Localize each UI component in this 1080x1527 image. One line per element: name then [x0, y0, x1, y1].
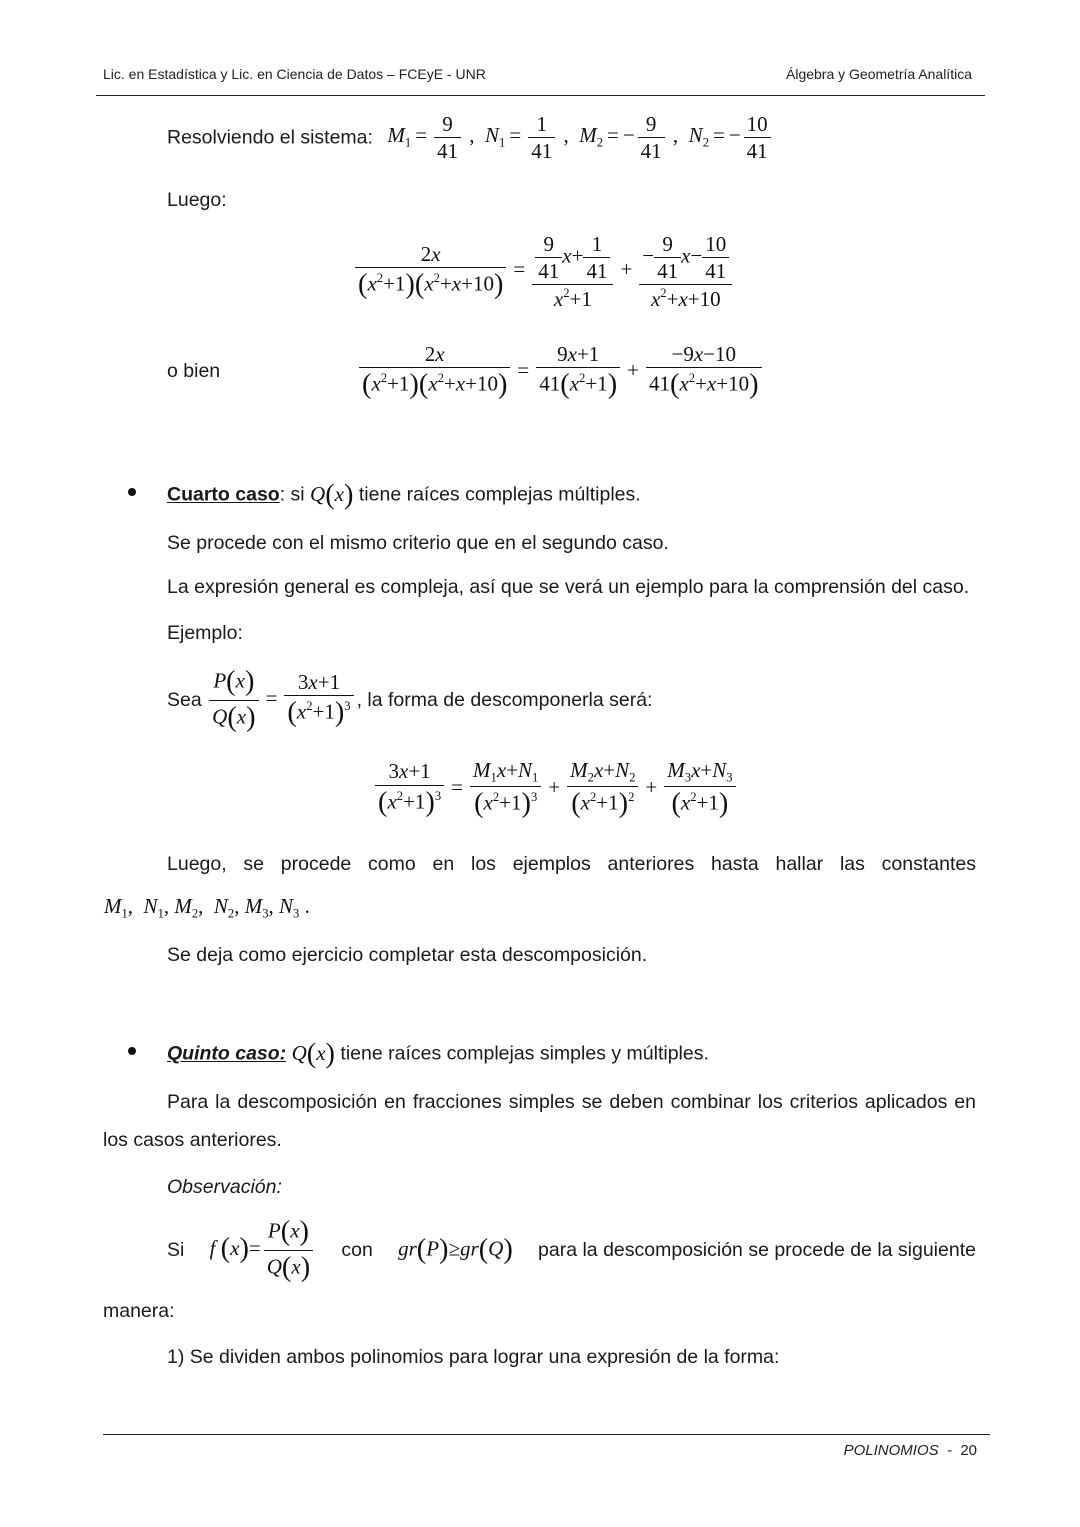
para-text-line1: Para la descomposición en fracciones simples se deben combinar los criterios aplicados en: [167, 1091, 976, 1113]
sea-label: Sea: [167, 689, 202, 712]
bullet-cuarto: [128, 488, 136, 496]
constants-list: $M_1$, $N_1$, $M_2$, $N_2$, $M_3$, $N_3$ .: [104, 894, 310, 921]
ejercicio-text: Se deja como ejercicio completar esta descomposición.: [167, 944, 648, 966]
cuarto-caso-line: [167, 479, 641, 511]
quinto-caso-line: [167, 1038, 709, 1070]
luego-label: Luego:: [167, 189, 227, 211]
resolviendo-label: Resolviendo el sistema:: [167, 126, 373, 149]
bullet-quinto: [128, 1047, 136, 1055]
system-solution-line: [167, 112, 774, 163]
header-right: Álgebra y Geometría Analítica: [786, 66, 972, 82]
decomposition-example: $\frac{3x+1}{(x^2+1)^3}$ = $\frac{M_1x+N_1}{(x^2+1)^3}$ + $\frac{M_2x+N_2}{(x^2+1)^2}$ + $\frac{M_3x+N_3}{(x^2+1)}$: [372, 758, 739, 820]
system-solution-formula: $M_1$ = $\frac{9}{41}$ , $N_1$ = $\frac{1}{41}$ , $M_2$ = − $\frac{9}{41}$ , $N_2$ = − $\frac{10}{41}$: [387, 123, 773, 147]
footer: [844, 1442, 977, 1459]
luego-procede-text: Luego, se procede como en los ejemplos anteriores hasta hallar las constantes: [167, 853, 976, 875]
cuarto-caso-rest: tiene raíces complejas múltiples.: [358, 483, 641, 506]
con-label: con: [341, 1238, 373, 1261]
q-of-x: Q(x): [310, 479, 354, 510]
manera-text: manera:: [103, 1300, 175, 1322]
cuarto-caso-title: Cuarto caso: [167, 483, 280, 506]
quinto-caso-rest: tiene raíces complejas simples y múltiples.: [340, 1042, 709, 1065]
forma-text: , la forma de descomponerla será:: [356, 689, 653, 712]
decomposition-equation-2: $\frac{2x}{(x^2+1)(x^2+x+10)}$ = $\frac{9x+1}{41(x^2+1)}$ + $\frac{-9x-10}{41(x^2+x+10)}$: [356, 342, 765, 402]
procede-text: Se procede con el mismo criterio que en el segundo caso.: [167, 532, 669, 554]
q-of-x-2: Q(x): [291, 1038, 335, 1069]
footer-section: POLINOMIOS: [843, 1442, 939, 1459]
observacion-label: Observación:: [167, 1176, 282, 1198]
quinto-caso-title: Quinto caso:: [167, 1042, 287, 1065]
sea-formula: $\frac{P(x)}{Q(x)}$ = $\frac{3x+1}{(x^2+1)^3}$: [206, 686, 356, 710]
f-of-x-formula: f (x)= $\frac{P(x)}{Q(x)}$: [210, 1216, 317, 1284]
obien-label: o bien: [167, 360, 221, 382]
footer-rule: [103, 1434, 990, 1435]
header-rule: [96, 95, 985, 96]
observacion-line: [167, 1216, 976, 1284]
list-item-1: 1) Se dividen ambos polinomios para lograr una expresión de la forma:: [167, 1346, 780, 1368]
footer-sep: -: [946, 1442, 952, 1459]
sea-line: [167, 666, 652, 734]
cuarto-si: : si: [279, 483, 305, 506]
para-text-line2: los casos anteriores.: [103, 1129, 282, 1151]
ejemplo-label: Ejemplo:: [167, 622, 243, 644]
degree-condition: gr(P)≥gr(Q): [398, 1234, 513, 1266]
para-desc-text: para la descomposición se procede de la siguiente: [538, 1238, 976, 1261]
si-label: Si: [167, 1238, 185, 1261]
page-number: 20: [960, 1442, 977, 1459]
expresion-text: La expresión general es compleja, así que se verá un ejemplo para la comprensión del caso.: [167, 576, 970, 598]
decomposition-equation-1: $\frac{2x}{(x^2+1)(x^2+x+10)}$ = $\frac{9}{41}$ x+ $\frac{1}{41}$ $x^2+1$ + − $\frac{9}{41}$ x− $\frac{10}{41}$ $x^2+x+10$: [352, 232, 735, 311]
header-left: Lic. en Estadística y Lic. en Ciencia de Datos – FCEyE - UNR: [103, 66, 486, 82]
